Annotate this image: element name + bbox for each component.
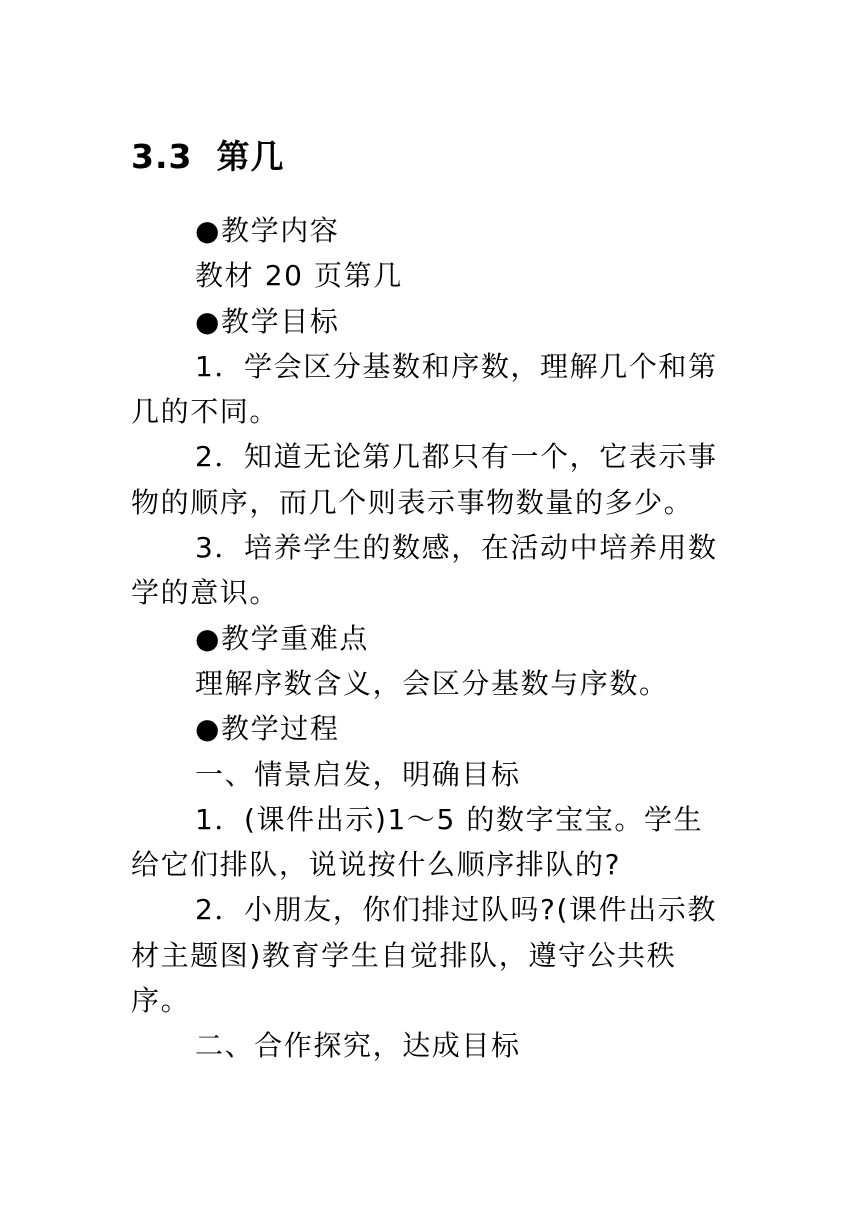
goal-item-1: 1．学会区分基数和序数，理解几个和第几的不同。	[131, 349, 718, 429]
content-heading: ●教学内容	[195, 214, 340, 247]
goal-item-3: 3．培养学生的数感，在活动中培养用数学的意识。	[131, 531, 718, 610]
goal-item-2: 2．知道无论第几都只有一个，它表示事物的顺序，而几个则表示事物数量的多少。	[131, 440, 718, 519]
step1-item-2: 2．小朋友，你们排过队吗?(课件出示教材主题图)教育学生自觉排队，遵守公共秩序。	[131, 893, 718, 1018]
process-heading: ●教学过程	[195, 712, 340, 746]
step2-title: 二、合作探究，达成目标	[195, 1029, 521, 1063]
document-body	[131, 208, 731, 1069]
key-heading: ●教学重难点	[195, 621, 370, 655]
content-text: 教材 20 页第几	[195, 259, 403, 293]
goal-heading: ●教学目标	[195, 304, 340, 338]
step1-title: 一、情景启发，明确目标	[195, 757, 521, 791]
step1-item-1: 1．(课件出示)1～5 的数字宝宝。学生给它们排队，说说按什么顺序排队的?	[131, 802, 704, 882]
section-title-text: 第几	[216, 137, 285, 176]
section-number: 3.3	[131, 137, 193, 176]
key-text: 理解序数含义，会区分基数与序数。	[195, 666, 669, 700]
section-title	[131, 133, 284, 181]
